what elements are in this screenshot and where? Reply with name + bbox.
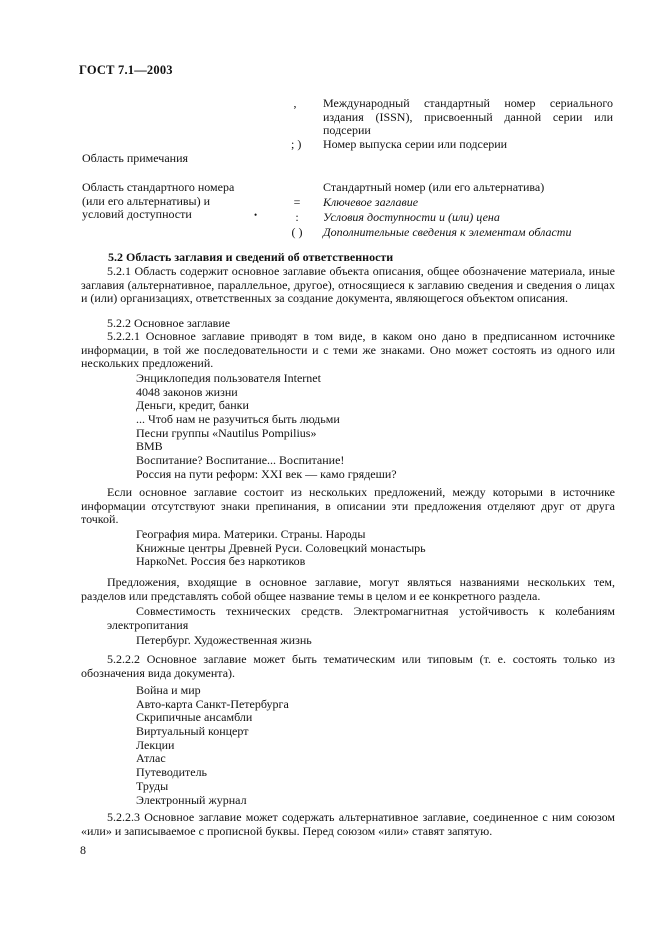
section-heading: 5.2 Область заглавия и сведений об ответственности: [108, 250, 394, 264]
examples-list-4: [136, 684, 289, 807]
list-item: НаркоNet. Россия без наркотиков: [136, 554, 306, 569]
issn-text: Международный стандартный номер сериального издания (ISSN), присвоенный данной серии или подсерии: [323, 96, 613, 138]
list-item: 4048 законов жизни: [136, 384, 238, 399]
list-item: Россия на пути реформ: XXI век — камо грядеши?: [136, 466, 397, 481]
std-area-bullet: •: [254, 210, 258, 220]
list-item: Энциклопедия пользователя Internet: [136, 371, 321, 385]
paragraph-themes: Предложения, входящие в основное заглавие, могут являться названиями нескольких тем, разделов или представлять собой общее название темы в целом и ее конкретного раздела.: [81, 575, 615, 603]
list-item: BMB: [136, 439, 163, 454]
paragraph-5-2-2-1: 5.2.2.1 Основное заглавие приводят в том виде, в каком оно дано в предписанном источнике информации, в той же последовательности и с теми же знаками. Оно может состоять из одного или нескольких предложений.: [81, 329, 615, 371]
list-item: Труды: [136, 778, 169, 793]
list-item: Война и мир: [136, 683, 201, 697]
std-item-3: Условия доступности и (или) цена: [323, 210, 500, 224]
std-item-1: Стандартный номер (или его альтернатива): [323, 180, 545, 194]
list-item: Воспитание? Воспитание... Воспитание!: [136, 453, 345, 468]
list-item: Деньги, кредит, банки: [136, 398, 249, 413]
list-item: Книжные центры Древней Руси. Соловецкий монастырь: [136, 540, 426, 555]
std-item-2: Ключевое заглавие: [323, 195, 419, 209]
list-item: Атлас: [136, 751, 166, 766]
paragraph-5-2-2: 5.2.2 Основное заглавие: [107, 316, 231, 330]
issue-symbol: ; ): [291, 137, 302, 151]
standard-header: ГОСТ 7.1—2003: [79, 63, 173, 77]
list-item: Лекции: [136, 737, 175, 752]
list-item: ... Чтоб нам не разучиться быть людьми: [136, 412, 340, 427]
example-petersburg: Петербург. Художественная жизнь: [136, 633, 312, 647]
paragraph-5-2-2-3: 5.2.2.3 Основное заглавие может содержать альтернативное заглавие, соединенное с ним союзом «или» и записываемое с прописной буквы. Перед союзом «или» ставят запятую.: [81, 810, 615, 838]
list-item: Виртуальный концерт: [136, 724, 249, 739]
examples-list-1: [136, 372, 397, 482]
std-item-4-symbol: ( ): [291, 225, 303, 239]
example-compat: Совместимость технических средств. Электромагнитная устойчивость к колебаниям электропитания: [107, 604, 615, 632]
paragraph-5-2-2-2: 5.2.2.2 Основное заглавие может быть тематическим или типовым (т. е. состоять только из обозначения вида документа).: [81, 652, 615, 680]
list-item: География мира. Материки. Страны. Народы: [136, 527, 366, 541]
std-item-3-symbol: :: [295, 210, 299, 224]
std-item-4: Дополнительные сведения к элементам области: [323, 225, 572, 239]
list-item: Авто-карта Санкт-Петербурга: [136, 696, 289, 711]
page-number: 8: [80, 843, 86, 857]
paragraph-5-2-1: 5.2.1 Область содержит основное заглавие объекта описания, общее обозначение материала, иные заглавия (альтернативное, параллельное, другое), относящиеся к заглавию сведения и сведения о лицах и (или) организациях, ответственных за создание документа, являющегося объектом описания.: [81, 264, 615, 306]
issue-text: Номер выпуска серии или подсерии: [323, 137, 508, 151]
list-item: Путеводитель: [136, 765, 208, 780]
issn-symbol: ,: [293, 96, 297, 110]
paragraph-no-punctuation: Если основное заглавие состоит из нескольких предложений, между которыми в источнике информации отсутствуют знаки препинания, в описании эти предложения отделяют друг от друга точкой.: [81, 485, 615, 527]
examples-list-2: [136, 528, 426, 569]
list-item: Скрипичные ансамбли: [136, 710, 253, 725]
notes-area-label: Область примечания: [82, 151, 189, 165]
list-item: Песни группы «Nautilus Pompilius»: [136, 425, 317, 440]
std-area-label: Область стандартного номера (или его альтернативы) и условий доступности: [82, 180, 235, 222]
list-item: Электронный журнал: [136, 792, 247, 807]
std-item-2-symbol: =: [293, 195, 301, 209]
